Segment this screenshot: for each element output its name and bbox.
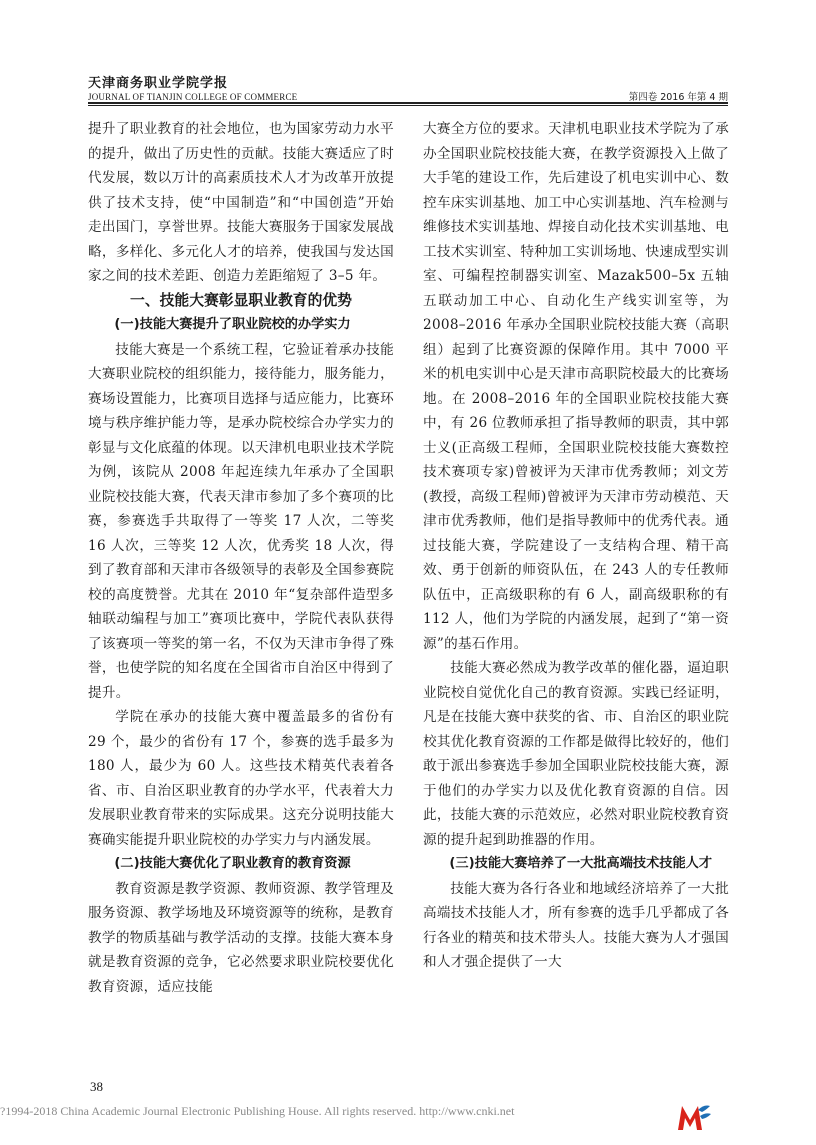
paragraph: 技能大赛是一个系统工程，它验证着承办技能大赛职业院校的组织能力，接待能力，服务能力，赛场设置能力，比赛项目选择与适应能力，比赛环境与秩序维护能力等，是承办院校综合办学实力的彰显与文化底蕴的体现。以天津机电职业技术学院为例，该院从 2008 年起连续九年承办了全国职业院校技能大赛，代表天津市参加了多个赛项的比赛，参赛选手共取得了一等奖 17 人次，二等奖 16 人次，三等奖 12 人次，优秀奖 18 人次，得到了教育部和天津市各级领导的表彰及全国参赛院校的高度赞誉。尤其在 2010 年“复杂部件造型多轴联动编程与加工”赛项比赛中，学院代表队获得了该赛项一等奖的第一名，不仅为天津市争得了殊誉，也使学院的知名度在全国省市自治区中得到了提升。 — [88, 341, 394, 701]
paragraph: 学院在承办的技能大赛中覆盖最多的省份有 29 个，最少的省份有 17 个，参赛的选手最多为 180 人，最少为 60 人。这些技术精英代表着各省、市、自治区职业教育的办学水平，代表着大力发展职业教育带来的实际成果。这充分说明技能大赛确实能提升职业院校的办学实力与内涵发展。 — [88, 709, 394, 848]
subsection-heading: (一)技能大赛提升了职业院校的办学实力 — [114, 317, 351, 332]
journal-header — [88, 72, 728, 102]
journal-title-cn: 天津商务职业学院学报 — [88, 76, 229, 91]
copyright-notice: ?1994-2018 China Academic Journal Electronic Publishing House. All rights reserved. http://www.cnki.net — [0, 1104, 515, 1118]
header-rule — [88, 102, 728, 104]
paragraph: 教育资源是教学资源、教师资源、教学管理及服务资源、教学场地及环境资源等的统称，是教育教学的物质基础与教学活动的支撑。技能大赛本身就是教育资源的竞争，它必然要求职业院校要优化教育资源，适应技能 — [88, 880, 394, 995]
paragraph: 提升了职业教育的社会地位，也为国家劳动力水平的提升，做出了历史性的贡献。技能大赛适应了时代发展，数以万计的高素质技术人才为改革开放提供了技术支持，使“中国制造”和“中国创造”开始走出国门，享誉世界。技能大赛服务于国家发展战略，多样化、多元化人才的培养，使我国与发达国家之间的技术差距、创造力差距缩短了 3–5 年。 — [88, 121, 394, 284]
right-column — [423, 117, 729, 975]
paragraph: 技能大赛为各行各业和地域经济培养了一大批高端技术技能人才，所有参赛的选手几乎都成了各行各业的精英和技术带头人。技能大赛为人才强国和人才强企提供了一大 — [423, 880, 729, 970]
header-rule-thin — [88, 105, 728, 106]
subsection-heading: (三)技能大赛培养了一大批高端技术技能人才 — [449, 856, 713, 871]
paragraph: 技能大赛必然成为教学改革的催化器，逼迫职业院校自觉优化自己的教育资源。实践已经证明，凡是在技能大赛中获奖的省、市、自治区的职业院校其优化教育资源的工作都是做得比较好的，他们敢于派出参赛选手参加全国职业院校技能大赛，源于他们的办学实力以及优化教育资源的自信。因此，技能大赛的示范效应，必然对职业院校教育资源的提升起到助推器的作用。 — [423, 660, 729, 848]
issue-info: 第四卷 2016 年第 4 期 — [628, 92, 728, 103]
subsection-heading: (二)技能大赛优化了职业教育的教育资源 — [114, 856, 351, 871]
journal-title-en: JOURNAL OF TIANJIN COLLEGE OF COMMERCE — [88, 92, 298, 102]
left-column — [88, 117, 394, 999]
section-heading: 一、技能大赛彰显职业教育的优势 — [130, 291, 352, 309]
cnki-logo-icon — [676, 1100, 712, 1132]
paragraph: 大赛全方位的要求。天津机电职业技术学院为了承办全国职业院校技能大赛，在教学资源投入上做了大手笔的建设工作，先后建设了机电实训中心、数控车床实训基地、加工中心实训基地、汽车检测与维修技术实训基地、焊接自动化技术实训基地、电工技术实训室、特种加工实训场地、快速成型实训室、可编程控制器实训室、Mazak500–5x 五轴五联动加工中心、自动化生产线实训室等，为 2008–2016 年承办全国职业院校技能大赛（高职组）起到了比赛资源的保障作用。其中 7000 平米的机电实训中心是天津市高职院校最大的比赛场地。在 2008–2016 年的全国职业院校技能大赛中，有 26 位教师承担了指导教师的职责，其中郭士义(正高级工程师，全国职业院校技能大赛数控技术赛项专家)曾被评为天津市优秀教师；刘文芳(教授，高级工程师)曾被评为天津市劳动模范、天津市优秀教师，他们是指导教师中的优秀代表。通过技能大赛，学院建设了一支结构合理、精干高效、勇于创新的师资队伍，在 243 人的专任教师队伍中，正高级职称的有 6 人，副高级职称的有 112 人，他们为学院的内涵发展，起到了“第一资源”的基石作用。 — [423, 121, 729, 652]
page-number: 38 — [90, 1079, 103, 1094]
